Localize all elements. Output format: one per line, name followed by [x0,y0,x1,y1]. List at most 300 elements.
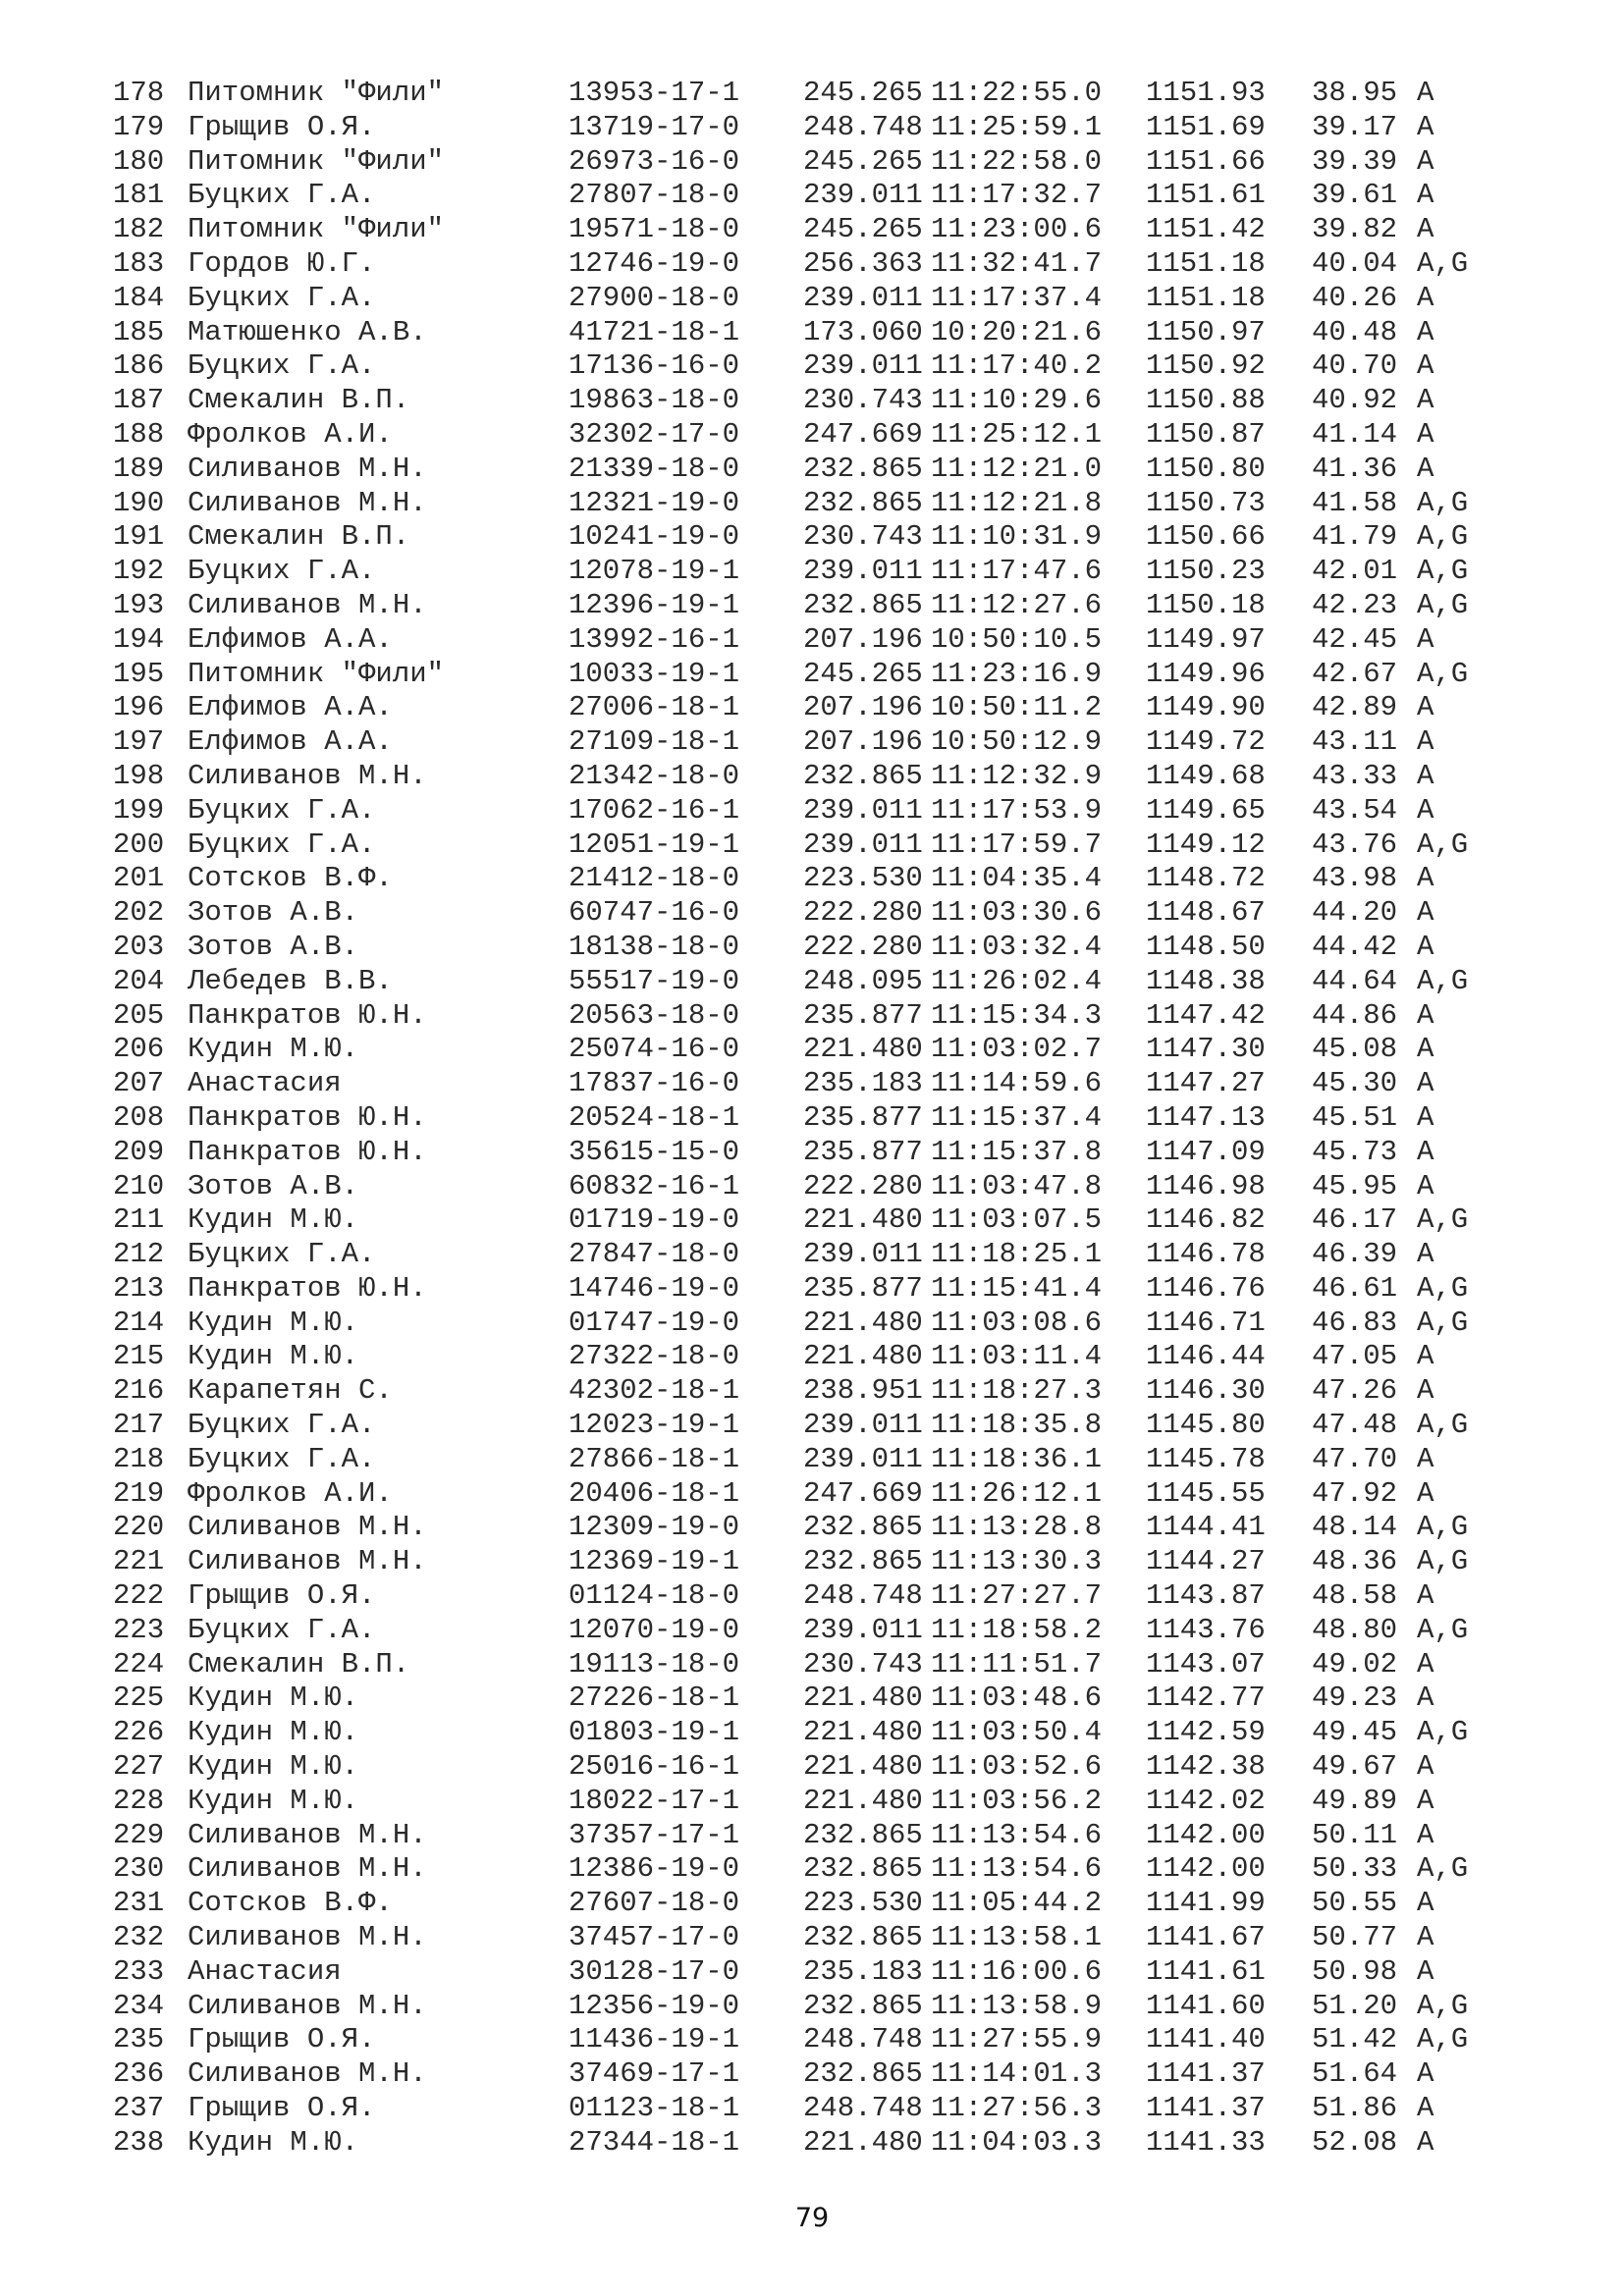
cell-name: Кудин М.Ю. [188,1682,359,1715]
cell-flag: A [1417,1682,1435,1715]
cell-flag: A [1417,1954,1435,1988]
cell-coef: 41.14 [1312,417,1398,451]
cell-flag: A,G [1417,1852,1469,1886]
cell-speed: 1150.23 [1146,555,1266,588]
cell-time: 10:50:10.5 [931,622,1103,656]
table-row [113,1101,1507,1136]
table-row [113,1170,1507,1204]
table-row [113,1340,1507,1374]
cell-ring: 60747-16-0 [568,896,740,930]
cell-pos: 217 [113,1409,165,1442]
table-row [113,2126,1507,2161]
cell-time: 11:17:40.2 [931,349,1103,383]
cell-coef: 50.98 [1312,1954,1398,1988]
cell-coef: 45.95 [1312,1169,1398,1202]
table-row [113,1477,1507,1512]
cell-name: Анастасия [188,1954,342,1988]
table-row [113,931,1507,965]
cell-ring: 20406-18-1 [568,1476,740,1510]
table-row [113,520,1507,555]
cell-time: 11:15:34.3 [931,998,1103,1032]
cell-ring: 25016-16-1 [568,1750,740,1784]
cell-ring: 41721-18-1 [568,315,740,348]
cell-flag: A [1417,417,1435,451]
cell-name: Питомник "Фили" [188,77,445,109]
cell-dist: 223.530 [803,862,923,895]
cell-name: Силиванов М.Н. [188,1852,427,1886]
cell-name: Буцких Г.А. [188,1613,376,1646]
cell-dist: 232.865 [803,759,923,792]
cell-flag: A [1417,281,1435,314]
cell-ring: 35615-15-0 [568,1135,740,1168]
table-row [113,2092,1507,2126]
cell-speed: 1148.67 [1146,896,1266,930]
cell-ring: 27109-18-1 [568,725,740,759]
cell-pos: 190 [113,486,165,519]
cell-speed: 1148.72 [1146,862,1266,895]
cell-dist: 222.280 [803,1169,923,1202]
cell-name: Грыщив О.Я. [188,2092,376,2125]
cell-name: Силиванов М.Н. [188,486,427,519]
cell-time: 11:15:37.8 [931,1135,1103,1168]
cell-coef: 49.02 [1312,1647,1398,1681]
cell-speed: 1149.72 [1146,725,1266,759]
table-row [113,418,1507,453]
cell-time: 11:03:08.6 [931,1306,1103,1339]
cell-flag: A,G [1417,1989,1469,2022]
cell-pos: 226 [113,1716,165,1749]
cell-pos: 181 [113,179,165,212]
cell-ring: 21342-18-0 [568,759,740,792]
cell-time: 11:18:58.2 [931,1613,1103,1646]
cell-ring: 01719-19-0 [568,1203,740,1237]
cell-time: 11:13:54.6 [931,1818,1103,1851]
cell-dist: 239.011 [803,281,923,314]
cell-dist: 247.669 [803,417,923,451]
cell-time: 11:14:01.3 [931,2057,1103,2091]
cell-coef: 45.08 [1312,1033,1398,1066]
cell-flag: A [1417,1067,1435,1100]
cell-pos: 237 [113,2092,165,2125]
cell-ring: 27607-18-0 [568,1887,740,1920]
cell-coef: 39.61 [1312,179,1398,212]
cell-speed: 1149.12 [1146,828,1266,861]
cell-pos: 229 [113,1818,165,1851]
cell-coef: 45.51 [1312,1100,1398,1134]
cell-name: Смекалин В.П. [188,520,410,554]
cell-ring: 27344-18-1 [568,2125,740,2159]
cell-flag: A [1417,1647,1435,1681]
cell-coef: 43.54 [1312,793,1398,827]
cell-name: Питомник "Фили" [188,144,445,178]
cell-pos: 180 [113,144,165,178]
cell-name: Панкратов Ю.Н. [188,1271,427,1305]
cell-name: Буцких Г.А. [188,349,376,383]
cell-time: 11:12:21.8 [931,486,1103,519]
cell-pos: 189 [113,452,165,485]
cell-time: 11:13:58.9 [931,1989,1103,2022]
cell-flag: A [1417,1238,1435,1271]
table-row [113,862,1507,896]
table-row [113,589,1507,623]
table-row [113,1579,1507,1614]
cell-coef: 43.76 [1312,828,1398,861]
table-row [113,725,1507,760]
cell-time: 11:03:30.6 [931,896,1103,930]
cell-flag: A [1417,998,1435,1032]
cell-pos: 195 [113,657,165,690]
cell-ring: 20563-18-0 [568,998,740,1032]
table-row [113,1409,1507,1443]
cell-ring: 10241-19-0 [568,520,740,554]
cell-speed: 1142.77 [1146,1682,1266,1715]
cell-name: Силиванов М.Н. [188,2057,427,2091]
cell-coef: 48.58 [1312,1579,1398,1613]
cell-coef: 42.45 [1312,622,1398,656]
cell-time: 11:17:37.4 [931,281,1103,314]
cell-flag: A [1417,452,1435,485]
table-row [113,179,1507,213]
cell-pos: 231 [113,1887,165,1920]
table-row [113,77,1507,111]
cell-pos: 236 [113,2057,165,2091]
cell-speed: 1145.80 [1146,1409,1266,1442]
cell-name: Буцких Г.А. [188,1238,376,1271]
table-row [113,1990,1507,2024]
cell-time: 11:18:35.8 [931,1409,1103,1442]
cell-ring: 01747-19-0 [568,1306,740,1339]
cell-flag: A [1417,349,1435,383]
cell-flag: A,G [1417,1409,1469,1442]
table-row [113,2057,1507,2092]
cell-pos: 230 [113,1852,165,1886]
cell-speed: 1148.50 [1146,930,1266,963]
table-row [113,691,1507,725]
cell-dist: 248.748 [803,2023,923,2056]
cell-coef: 41.79 [1312,520,1398,554]
results-table [113,77,1507,2161]
cell-dist: 221.480 [803,2125,923,2159]
cell-pos: 196 [113,691,165,724]
cell-time: 11:03:56.2 [931,1784,1103,1817]
cell-ring: 37469-17-1 [568,2057,740,2091]
cell-speed: 1147.09 [1146,1135,1266,1168]
cell-flag: A,G [1417,657,1469,690]
cell-dist: 239.011 [803,1238,923,1271]
cell-ring: 17062-16-1 [568,793,740,827]
cell-pos: 184 [113,281,165,314]
cell-coef: 50.11 [1312,1818,1398,1851]
cell-ring: 27807-18-0 [568,179,740,212]
cell-flag: A [1417,1033,1435,1066]
cell-flag: A,G [1417,1203,1469,1237]
cell-dist: 235.877 [803,1100,923,1134]
cell-flag: A [1417,2057,1435,2091]
cell-flag: A [1417,930,1435,963]
table-row [113,487,1507,521]
cell-time: 11:13:54.6 [931,1852,1103,1886]
table-row [113,247,1507,282]
cell-coef: 49.23 [1312,1682,1398,1715]
table-row [113,965,1507,999]
cell-coef: 47.92 [1312,1476,1398,1510]
cell-speed: 1151.61 [1146,179,1266,212]
cell-name: Кудин М.Ю. [188,1340,359,1373]
cell-coef: 46.83 [1312,1306,1398,1339]
cell-name: Панкратов Ю.Н. [188,1135,427,1168]
cell-pos: 202 [113,896,165,930]
cell-dist: 235.877 [803,1271,923,1305]
cell-name: Грыщив О.Я. [188,1579,376,1613]
cell-time: 11:03:02.7 [931,1033,1103,1066]
cell-name: Сотсков В.Ф. [188,1887,393,1920]
cell-flag: A [1417,759,1435,792]
cell-dist: 238.951 [803,1374,923,1408]
cell-ring: 18022-17-1 [568,1784,740,1817]
cell-coef: 39.82 [1312,213,1398,246]
cell-name: Силиванов М.Н. [188,452,427,485]
cell-pos: 214 [113,1306,165,1339]
cell-pos: 187 [113,384,165,417]
cell-coef: 42.89 [1312,691,1398,724]
cell-coef: 47.70 [1312,1442,1398,1475]
cell-flag: A [1417,77,1435,109]
cell-time: 11:17:32.7 [931,179,1103,212]
cell-coef: 43.11 [1312,725,1398,759]
cell-coef: 50.77 [1312,1921,1398,1954]
cell-coef: 47.05 [1312,1340,1398,1373]
cell-time: 11:11:51.7 [931,1647,1103,1681]
cell-name: Панкратов Ю.Н. [188,998,427,1032]
cell-coef: 45.73 [1312,1135,1398,1168]
table-row [113,896,1507,931]
cell-ring: 12396-19-1 [568,588,740,621]
cell-ring: 25074-16-0 [568,1033,740,1066]
cell-dist: 232.865 [803,1545,923,1578]
cell-coef: 43.98 [1312,862,1398,895]
cell-speed: 1150.18 [1146,588,1266,621]
cell-coef: 45.30 [1312,1067,1398,1100]
cell-ring: 37357-17-1 [568,1818,740,1851]
cell-dist: 221.480 [803,1716,923,1749]
cell-flag: A [1417,110,1435,143]
cell-flag: A [1417,1169,1435,1202]
cell-speed: 1141.33 [1146,2125,1266,2159]
cell-pos: 191 [113,520,165,554]
cell-time: 11:03:47.8 [931,1169,1103,1202]
cell-speed: 1149.97 [1146,622,1266,656]
cell-time: 10:50:12.9 [931,725,1103,759]
cell-name: Зотов А.В. [188,1169,359,1202]
cell-coef: 51.64 [1312,2057,1398,2091]
cell-flag: A [1417,1750,1435,1784]
cell-dist: 221.480 [803,1033,923,1066]
table-row [113,111,1507,145]
table-row [113,1545,1507,1579]
cell-flag: A [1417,179,1435,212]
table-row [113,1307,1507,1341]
cell-ring: 30128-17-0 [568,1954,740,1988]
cell-name: Буцких Г.А. [188,281,376,314]
cell-dist: 230.743 [803,384,923,417]
cell-coef: 47.48 [1312,1409,1398,1442]
cell-name: Грыщив О.Я. [188,2023,376,2056]
cell-coef: 44.42 [1312,930,1398,963]
cell-coef: 39.39 [1312,144,1398,178]
cell-time: 11:17:59.7 [931,828,1103,861]
cell-speed: 1150.88 [1146,384,1266,417]
cell-coef: 40.48 [1312,315,1398,348]
cell-coef: 40.70 [1312,349,1398,383]
cell-time: 11:14:59.6 [931,1067,1103,1100]
table-row [113,1374,1507,1409]
cell-pos: 218 [113,1442,165,1475]
cell-name: Смекалин В.П. [188,384,410,417]
cell-pos: 206 [113,1033,165,1066]
cell-time: 11:26:02.4 [931,964,1103,997]
cell-speed: 1150.97 [1146,315,1266,348]
cell-dist: 207.196 [803,622,923,656]
cell-speed: 1146.44 [1146,1340,1266,1373]
cell-time: 11:13:30.3 [931,1545,1103,1578]
cell-dist: 232.865 [803,1852,923,1886]
cell-name: Елфимов А.А. [188,691,393,724]
cell-coef: 41.36 [1312,452,1398,485]
cell-name: Елфимов А.А. [188,622,393,656]
cell-coef: 48.36 [1312,1545,1398,1578]
cell-name: Смекалин В.П. [188,1647,410,1681]
cell-name: Фролков А.И. [188,417,393,451]
cell-time: 11:04:03.3 [931,2125,1103,2159]
cell-coef: 51.42 [1312,2023,1398,2056]
cell-pos: 182 [113,213,165,246]
table-row [113,1852,1507,1887]
cell-flag: A [1417,213,1435,246]
cell-speed: 1150.66 [1146,520,1266,554]
cell-pos: 194 [113,622,165,656]
cell-coef: 49.67 [1312,1750,1398,1784]
cell-flag: A [1417,1818,1435,1851]
cell-name: Фролков А.И. [188,1476,393,1510]
cell-ring: 60832-16-1 [568,1169,740,1202]
cell-dist: 239.011 [803,179,923,212]
cell-flag: A,G [1417,1271,1469,1305]
cell-ring: 27866-18-1 [568,1442,740,1475]
cell-time: 11:27:27.7 [931,1579,1103,1613]
cell-dist: 239.011 [803,1409,923,1442]
cell-pos: 215 [113,1340,165,1373]
cell-dist: 239.011 [803,1442,923,1475]
cell-time: 11:12:32.9 [931,759,1103,792]
cell-speed: 1141.61 [1146,1954,1266,1988]
cell-coef: 39.17 [1312,110,1398,143]
cell-dist: 232.865 [803,1921,923,1954]
cell-coef: 42.23 [1312,588,1398,621]
cell-speed: 1147.27 [1146,1067,1266,1100]
cell-time: 11:25:59.1 [931,110,1103,143]
cell-flag: A,G [1417,1511,1469,1544]
cell-time: 11:23:00.6 [931,213,1103,246]
cell-ring: 10033-19-1 [568,657,740,690]
cell-pos: 183 [113,246,165,280]
cell-flag: A [1417,1784,1435,1817]
cell-coef: 42.01 [1312,555,1398,588]
cell-time: 11:03:07.5 [931,1203,1103,1237]
cell-ring: 12746-19-0 [568,246,740,280]
cell-dist: 232.865 [803,1818,923,1851]
cell-flag: A [1417,1887,1435,1920]
cell-flag: A,G [1417,1306,1469,1339]
cell-name: Буцких Г.А. [188,179,376,212]
cell-name: Кудин М.Ю. [188,1784,359,1817]
cell-ring: 55517-19-0 [568,964,740,997]
cell-dist: 221.480 [803,1682,923,1715]
cell-coef: 49.45 [1312,1716,1398,1749]
cell-coef: 50.33 [1312,1852,1398,1886]
cell-dist: 248.748 [803,110,923,143]
cell-speed: 1150.73 [1146,486,1266,519]
cell-pos: 199 [113,793,165,827]
cell-ring: 32302-17-0 [568,417,740,451]
cell-coef: 46.61 [1312,1271,1398,1305]
cell-name: Силиванов М.Н. [188,1921,427,1954]
cell-pos: 227 [113,1750,165,1784]
cell-speed: 1149.90 [1146,691,1266,724]
cell-ring: 19863-18-0 [568,384,740,417]
cell-time: 11:03:50.4 [931,1716,1103,1749]
cell-pos: 225 [113,1682,165,1715]
cell-time: 11:22:55.0 [931,77,1103,109]
table-row [113,282,1507,316]
cell-pos: 224 [113,1647,165,1681]
table-row [113,1682,1507,1716]
table-row [113,1033,1507,1067]
cell-flag: A [1417,1921,1435,1954]
cell-name: Зотов А.В. [188,896,359,930]
cell-time: 11:04:35.4 [931,862,1103,895]
cell-name: Питомник "Фили" [188,213,445,246]
cell-flag: A,G [1417,1545,1469,1578]
cell-time: 11:23:16.9 [931,657,1103,690]
cell-time: 11:26:12.1 [931,1476,1103,1510]
cell-name: Силиванов М.Н. [188,588,427,621]
cell-time: 11:03:52.6 [931,1750,1103,1784]
cell-name: Кудин М.Ю. [188,1306,359,1339]
cell-ring: 14746-19-0 [568,1271,740,1305]
cell-ring: 12023-19-1 [568,1409,740,1442]
cell-time: 11:10:29.6 [931,384,1103,417]
cell-dist: 239.011 [803,828,923,861]
cell-speed: 1151.42 [1146,213,1266,246]
cell-coef: 38.95 [1312,77,1398,109]
table-row [113,1921,1507,1955]
cell-name: Сотсков В.Ф. [188,862,393,895]
cell-flag: A [1417,1340,1435,1373]
cell-dist: 245.265 [803,213,923,246]
cell-pos: 179 [113,110,165,143]
cell-dist: 248.748 [803,1579,923,1613]
cell-flag: A [1417,2125,1435,2159]
cell-time: 11:15:37.4 [931,1100,1103,1134]
cell-coef: 49.89 [1312,1784,1398,1817]
cell-ring: 12369-19-1 [568,1545,740,1578]
cell-name: Панкратов Ю.Н. [188,1100,427,1134]
cell-ring: 27006-18-1 [568,691,740,724]
cell-coef: 48.14 [1312,1511,1398,1544]
cell-speed: 1143.87 [1146,1579,1266,1613]
cell-speed: 1141.37 [1146,2092,1266,2125]
cell-flag: A,G [1417,2023,1469,2056]
